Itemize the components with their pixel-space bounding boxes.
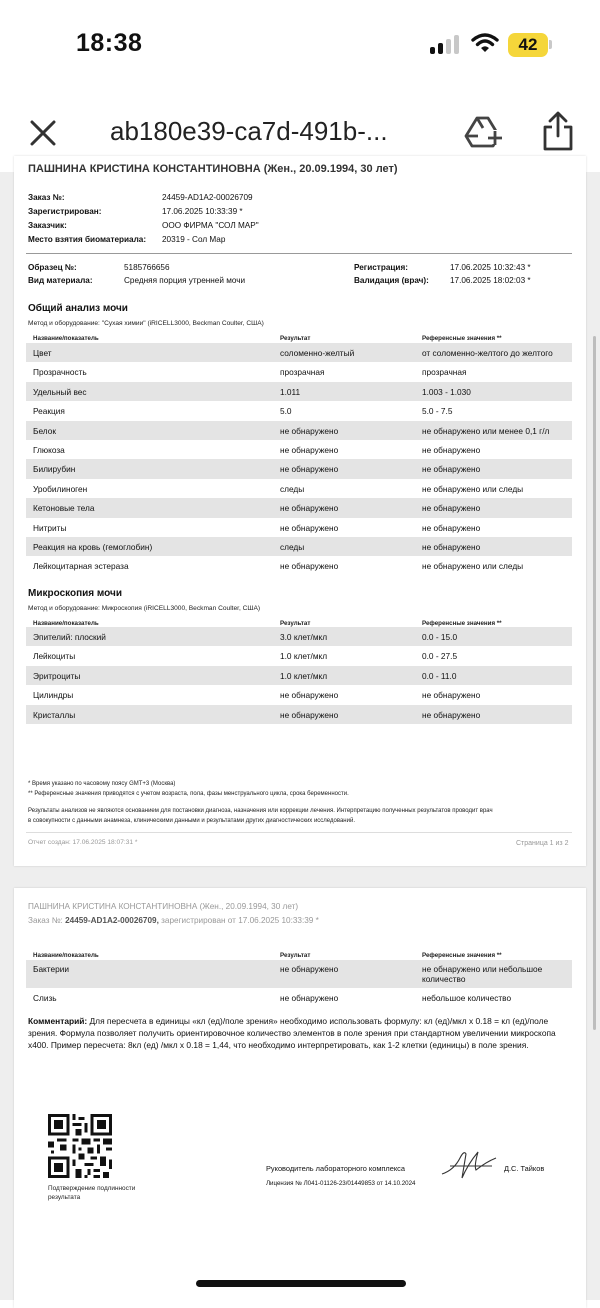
- registered-value: 17.06.2025 10:33:39 *: [162, 207, 243, 216]
- table-row: [26, 479, 572, 498]
- row-name: Билирубин: [33, 464, 76, 475]
- row-reference: небольшое количество: [422, 993, 512, 1003]
- row-reference: не обнаружено: [422, 503, 481, 514]
- status-time: 18:38: [76, 29, 143, 57]
- row-result: не обнаружено: [280, 964, 339, 974]
- method-text: Метод и оборудование: "Сухая химии" (iRICELL3000, Beckman Coulter, США): [28, 320, 264, 327]
- row-reference: не обнаружено или небольшое количество: [422, 964, 543, 984]
- report-created: Отчет создан: 17.06.2025 18:07:31 *: [28, 839, 138, 846]
- row-name: Кристаллы: [33, 709, 76, 720]
- home-indicator[interactable]: [196, 1280, 406, 1287]
- column-header-name: Название/показатель: [33, 620, 99, 627]
- row-name: Кетоновые тела: [33, 503, 95, 514]
- row-result: не обнаружено: [280, 425, 339, 436]
- row-result: прозрачная: [280, 367, 325, 378]
- lab-head-title: Руководитель лабораторного комплекса: [266, 1164, 405, 1173]
- column-header-name: Название/показатель: [33, 335, 99, 342]
- qr-caption: Подтверждение подлинности результата: [48, 1185, 136, 1201]
- row-reference: не обнаружено: [422, 690, 481, 701]
- row-reference: не обнаружено или следы: [422, 483, 524, 494]
- row-result: соломенно-желтый: [280, 348, 355, 358]
- row-result: не обнаружено: [280, 709, 339, 720]
- row-name: Реакция на кровь (гемоглобин): [33, 541, 153, 552]
- divider: [26, 832, 572, 833]
- validation-value: 17.06.2025 18:02:03 *: [450, 276, 531, 285]
- table-row: [26, 343, 572, 362]
- row-result: 1.0 клет/мкл: [280, 651, 328, 662]
- table-row: [26, 401, 572, 420]
- divider: [26, 253, 572, 254]
- table-row: [26, 685, 572, 704]
- material-label: Вид материала:: [28, 276, 93, 285]
- customer-label: Заказчик:: [28, 221, 67, 230]
- order-suffix: зарегистрирован от 17.06.2025 10:33:39 *: [158, 916, 319, 925]
- row-name: Прозрачность: [33, 367, 87, 378]
- row-result: не обнаружено: [280, 522, 339, 533]
- registration-label: Регистрация:: [354, 263, 408, 272]
- table-row: [26, 362, 572, 381]
- section-title-microscopy: Микроскопия мочи: [28, 588, 122, 599]
- row-reference: не обнаружено: [422, 541, 481, 552]
- license-text: Лицензия № Л041-01126-23/01449853 от 14.10.2024: [266, 1180, 416, 1187]
- column-header-name: Название/показатель: [33, 952, 99, 959]
- validation-label: Валидация (врач):: [354, 276, 429, 285]
- row-name: Эпителий: плоский: [33, 632, 106, 642]
- lab-head-name: Д.С. Тайков: [504, 1164, 545, 1173]
- customer-value: ООО ФИРМА "СОЛ МАР": [162, 221, 259, 230]
- table-row: [26, 960, 572, 988]
- order-number: 24459-AD1A2-00026709,: [65, 916, 159, 925]
- row-reference: не обнаружено: [422, 709, 481, 720]
- document-page-1: [14, 156, 586, 866]
- row-name: Слизь: [33, 993, 57, 1003]
- table-row: [26, 421, 572, 440]
- column-header-result: Результат: [280, 620, 311, 627]
- row-name: Цилиндры: [33, 690, 74, 701]
- table-row: [26, 705, 572, 724]
- order-line: [28, 916, 319, 925]
- footnote-timezone: * Время указано по часовому поясу GMT+3 (Москва): [28, 781, 176, 787]
- table-row: [26, 459, 572, 478]
- comment-block: [28, 1015, 572, 1051]
- order-prefix: Заказ №:: [28, 916, 66, 925]
- table-row: [26, 498, 572, 517]
- section-title-urinalysis: Общий анализ мочи: [28, 303, 128, 314]
- close-icon[interactable]: [26, 116, 60, 150]
- document-viewer[interactable]: [0, 163, 600, 1300]
- patient-header: ПАШНИНА КРИСТИНА КОНСТАНТИНОВНА (Жен., 20.09.1994, 30 лет): [28, 163, 398, 175]
- add-to-drive-icon[interactable]: [464, 114, 504, 150]
- registration-value: 17.06.2025 10:32:43 *: [450, 263, 531, 272]
- row-result: 3.0 клет/мкл: [280, 632, 328, 642]
- comment-label: Комментарий:: [28, 1016, 88, 1026]
- table-row: [26, 556, 572, 575]
- row-result: 5.0: [280, 406, 292, 417]
- disclaimer-line-1: Результаты анализов не являются основанием для постановки диагноза, назначения или коррекции лечения. Интерпретацию полученных результатов проводит врач: [28, 808, 493, 814]
- row-name: Эритроциты: [33, 670, 81, 681]
- column-header-reference: Референсные значения **: [422, 620, 502, 627]
- row-reference: 0.0 - 15.0: [422, 632, 458, 642]
- document-page-2: [14, 888, 586, 1308]
- row-reference: не обнаружено: [422, 464, 481, 475]
- row-reference: от соломенно-желтого до желтого: [422, 348, 553, 358]
- row-name: Реакция: [33, 406, 65, 417]
- row-reference: не обнаружено или менее 0,1 г/л: [422, 425, 550, 436]
- table-row: [26, 988, 572, 1007]
- table-row: [26, 440, 572, 459]
- row-name: Бактерии: [33, 964, 69, 974]
- patient-header: ПАШНИНА КРИСТИНА КОНСТАНТИНОВНА (Жен., 20.09.1994, 30 лет): [28, 902, 299, 911]
- qr-code-icon: [48, 1114, 112, 1178]
- battery-tip: [549, 40, 552, 49]
- row-reference: 5.0 - 7.5: [422, 406, 453, 417]
- row-name: Глюкоза: [33, 444, 65, 455]
- row-result: не обнаружено: [280, 444, 339, 455]
- scrollbar[interactable]: [593, 336, 596, 1030]
- row-result: не обнаружено: [280, 561, 339, 572]
- row-result: следы: [280, 541, 305, 552]
- signature-icon: [434, 1144, 504, 1184]
- row-reference: 1.003 - 1.030: [422, 386, 471, 397]
- status-bar: [0, 0, 600, 90]
- battery-indicator: 42: [508, 33, 548, 57]
- wifi-icon: [472, 32, 498, 54]
- share-icon[interactable]: [540, 110, 576, 152]
- row-name: Уробилиноген: [33, 483, 88, 494]
- results-table-microscopy: [26, 627, 572, 724]
- results-table-page2: [26, 960, 572, 1007]
- table-row: [26, 382, 572, 401]
- table-row: [26, 537, 572, 556]
- column-header-result: Результат: [280, 952, 311, 959]
- row-result: не обнаружено: [280, 503, 339, 514]
- row-name: Цвет: [33, 348, 52, 358]
- column-header-reference: Референсные значения **: [422, 335, 502, 342]
- row-reference: не обнаружено: [422, 522, 481, 533]
- sample-value: 5185766656: [124, 263, 170, 272]
- row-name: Белок: [33, 425, 56, 436]
- row-name: Нитриты: [33, 522, 67, 533]
- sample-label: Образец №:: [28, 263, 77, 272]
- row-name: Удельный вес: [33, 386, 87, 397]
- row-result: 1.011: [280, 386, 301, 397]
- page-number: Страница 1 из 2: [516, 840, 569, 847]
- row-reference: 0.0 - 27.5: [422, 651, 458, 662]
- order-value: 24459-AD1A2-00026709: [162, 193, 253, 202]
- order-label: Заказ №:: [28, 193, 65, 202]
- table-row: [26, 627, 572, 646]
- material-value: Средняя порция утренней мочи: [124, 276, 246, 285]
- table-row: [26, 646, 572, 665]
- column-header-reference: Референсные значения **: [422, 952, 502, 959]
- row-reference: 0.0 - 11.0: [422, 670, 457, 681]
- row-name: Лейкоциты: [33, 651, 76, 662]
- row-reference: не обнаружено: [422, 444, 481, 455]
- row-result: 1.0 клет/мкл: [280, 670, 328, 681]
- row-reference: прозрачная: [422, 367, 467, 378]
- row-result: не обнаружено: [280, 464, 339, 475]
- row-result: не обнаружено: [280, 690, 339, 701]
- cellular-signal-icon: [430, 34, 462, 54]
- results-table-urinalysis: [26, 343, 572, 576]
- row-reference: не обнаружено или следы: [422, 561, 524, 572]
- row-result: следы: [280, 483, 305, 494]
- footnote-reference: ** Референсные значения приводятся с учетом возраста, пола, фазы менструального цикла, срока беременности.: [28, 791, 349, 797]
- method-text: Метод и оборудование: Микроскопия (iRICELL3000, Beckman Coulter, США): [28, 605, 261, 612]
- place-value: 20319 - Сол Мар: [162, 235, 226, 244]
- table-row: [26, 666, 572, 685]
- table-row: [26, 518, 572, 537]
- registered-label: Зарегистрирован:: [28, 207, 102, 216]
- column-header-result: Результат: [280, 335, 311, 342]
- disclaimer-line-2: в совокупности с данными анамнеза, клиническими данными и результатами других диагностических исследований.: [28, 818, 355, 824]
- place-label: Место взятия биоматериала:: [28, 235, 147, 244]
- file-title: ab180e39-ca7d-491b-...: [110, 116, 388, 146]
- row-result: не обнаружено: [280, 993, 339, 1003]
- comment-text: Для пересчета в единицы «кл (ед)/поле зрения» необходимо использовать формулу: кл (ед)/мкл х 0.18 = кл (ед)/поле зрения. Формула позволяет получить ориентировочное количество элементов в поле зрения при стандартном увеличении микроскопа х400. Пример пересчета: 8кл (ед) /мкл х 0.18 = 1,44, что необходимо интерпретировать, как 1-2 клетки (единицы) в поле зрения.: [28, 1016, 556, 1050]
- row-name: Лейкоцитарная эстераза: [33, 561, 129, 572]
